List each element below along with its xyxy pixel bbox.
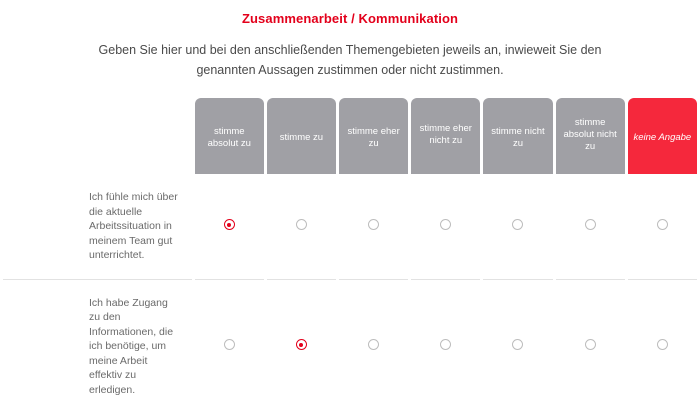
scale-header-stimme-zu: stimme zu (267, 98, 336, 174)
statement-label-0: Ich fühle mich über die aktuelle Arbeitssituation in meinem Team gut unterrichtet. (89, 191, 178, 261)
table-row (3, 279, 697, 400)
instructions-text: Geben Sie hier und bei den anschließenden Themengebieten jeweils an, inwieweit Sie den genannten Aussagen zustimmen oder nicht zustimmen. (98, 43, 602, 77)
scale-column-0 (195, 98, 264, 174)
scale-header-stimme-nicht-zu: stimme nicht zu (483, 98, 552, 174)
radio-0-2[interactable] (368, 219, 379, 230)
radio-1-4[interactable] (512, 339, 523, 350)
answer-cell-0-3[interactable] (411, 174, 480, 279)
radio-1-2[interactable] (368, 339, 379, 350)
statement-label-1: Ich habe Zugang zu den Informationen, die ich benötige, um meine Arbeit effektiv zu erledigen. (3, 279, 192, 400)
scale-column-4 (483, 98, 552, 174)
table-row (3, 174, 697, 279)
scale-column-1 (267, 98, 336, 174)
page-title: Zusammenarbeit / Kommunikation (241, 11, 459, 26)
scale-header-stimme-absolut-zu: stimme absolut zu (195, 98, 264, 174)
radio-0-3[interactable] (440, 219, 451, 230)
answer-cell-0-4[interactable] (483, 174, 552, 279)
answer-cell-0-1[interactable] (267, 174, 336, 279)
scale-header-stimme-eher-zu: stimme eher zu (339, 98, 408, 174)
answer-cell-1-5[interactable] (556, 279, 625, 400)
answer-cell-0-6[interactable] (628, 174, 697, 279)
radio-0-0[interactable] (224, 219, 235, 230)
scale-column-2 (339, 98, 408, 174)
radio-1-6[interactable] (657, 339, 668, 350)
answer-cell-0-2[interactable] (339, 174, 408, 279)
answer-cell-1-2[interactable] (339, 279, 408, 400)
answer-cell-1-0[interactable] (195, 279, 264, 400)
radio-1-5[interactable] (585, 339, 596, 350)
scale-header-stimme-eher-nicht-zu: stimme eher nicht zu (411, 98, 480, 174)
radio-0-4[interactable] (512, 219, 523, 230)
matrix-header-row (3, 98, 697, 174)
radio-1-3[interactable] (440, 339, 451, 350)
rating-matrix (0, 98, 700, 400)
answer-cell-1-1[interactable] (267, 279, 336, 400)
scale-header-keine-angabe: keine Angabe (628, 98, 697, 174)
radio-1-1[interactable] (296, 339, 307, 350)
answer-cell-1-6[interactable] (628, 279, 697, 400)
scale-column-3 (411, 98, 480, 174)
radio-1-0[interactable] (224, 339, 235, 350)
answer-cell-1-3[interactable] (411, 279, 480, 400)
radio-0-6[interactable] (657, 219, 668, 230)
scale-column-6 (628, 98, 697, 174)
scale-column-5 (556, 98, 625, 174)
scale-header-stimme-absolut-nicht-zu: stimme absolut nicht zu (556, 98, 625, 174)
answer-cell-1-4[interactable] (483, 279, 552, 400)
answer-cell-0-5[interactable] (556, 174, 625, 279)
answer-cell-0-0[interactable] (195, 174, 264, 279)
radio-0-5[interactable] (585, 219, 596, 230)
matrix-corner-cell (3, 98, 192, 174)
radio-0-1[interactable] (296, 219, 307, 230)
